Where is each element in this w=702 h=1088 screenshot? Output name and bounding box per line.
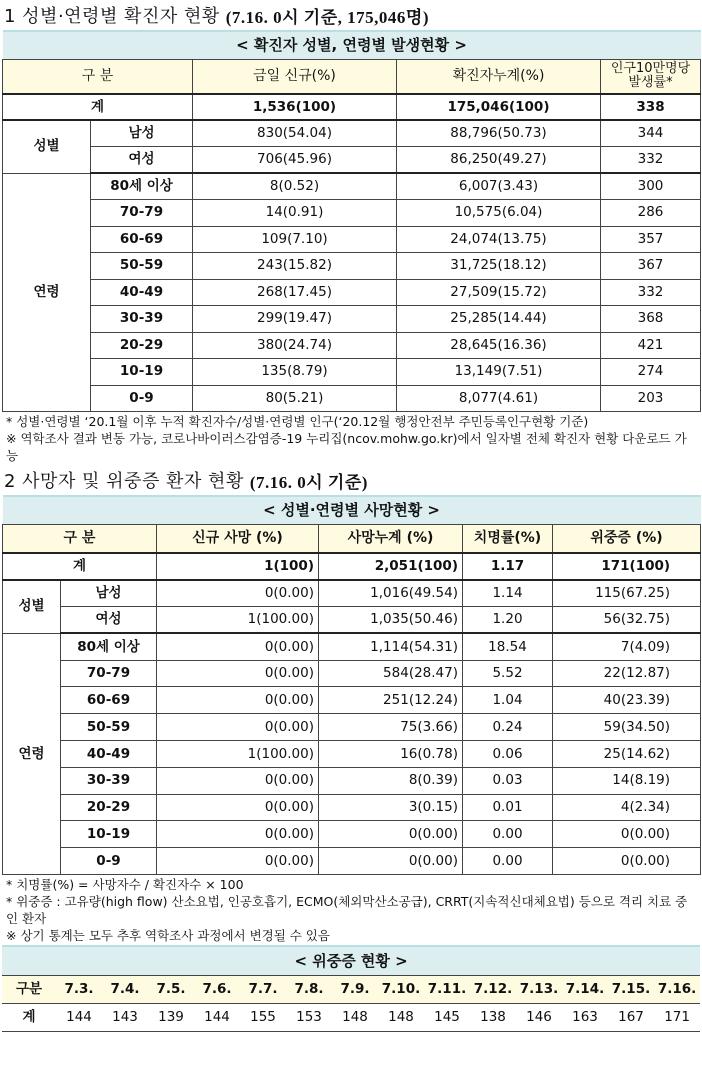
cell-value: 8(0.52): [193, 173, 397, 200]
cell-value: 0.03: [463, 767, 553, 794]
cell-value: 31,725(18.12): [397, 253, 601, 280]
cell-value: 109(7.10): [193, 226, 397, 253]
cell-value: 135(8.79): [193, 359, 397, 386]
cell-value: 28,645(16.36): [397, 332, 601, 359]
cell-value: 145: [424, 1003, 470, 1031]
cell-value: 0.00: [463, 848, 553, 875]
cell-value: 80(5.21): [193, 385, 397, 412]
cell-value: 24,074(13.75): [397, 226, 601, 253]
row-label: 여성: [91, 147, 193, 174]
section1-title: [2, 0, 700, 30]
table-row: [3, 848, 701, 875]
column-header: 치명률(%): [463, 524, 553, 553]
cell-value: 1(100.00): [157, 607, 319, 634]
cell-value: 2,051(100): [319, 553, 463, 580]
section2-title-main: 2 사망자 및 위중증 환자 현황: [4, 471, 244, 492]
cell-value: 153: [286, 1003, 332, 1031]
table-row: [3, 580, 701, 607]
cell-value: 115(67.25): [553, 580, 701, 607]
cell-value: 5.52: [463, 660, 553, 687]
cell-value: 0(0.00): [553, 848, 701, 875]
cell-value: 138: [470, 1003, 516, 1031]
cell-value: 143: [102, 1003, 148, 1031]
table-row: [3, 120, 701, 147]
cell-value: 171: [654, 1003, 700, 1031]
cell-value: 338: [601, 94, 701, 120]
cell-value: 1(100.00): [157, 741, 319, 768]
cell-value: 332: [601, 279, 701, 306]
date-header: 7.10.: [378, 975, 424, 1003]
cell-value: 380(24.74): [193, 332, 397, 359]
row-label: 0-9: [91, 385, 193, 412]
table-row: [3, 687, 701, 714]
row-label: 70-79: [61, 660, 157, 687]
cell-value: 421: [601, 332, 701, 359]
cell-value: 299(19.47): [193, 306, 397, 333]
date-header: 7.9.: [332, 975, 378, 1003]
cell-value: 1,536(100): [193, 94, 397, 120]
table-row: [3, 306, 701, 333]
row-label: 10-19: [61, 821, 157, 848]
row-label: 20-29: [91, 332, 193, 359]
cell-value: 10,575(6.04): [397, 200, 601, 227]
cell-value: 584(28.47): [319, 660, 463, 687]
cell-value: 146: [516, 1003, 562, 1031]
cell-value: 0(0.00): [157, 848, 319, 875]
row-label: 50-59: [91, 253, 193, 280]
row-label: 0-9: [61, 848, 157, 875]
cell-value: 0(0.00): [157, 714, 319, 741]
cell-value: 40(23.39): [553, 687, 701, 714]
row-label: 40-49: [61, 741, 157, 768]
cell-value: 332: [601, 147, 701, 174]
date-header: 7.3.: [56, 975, 102, 1003]
column-header: 구 분: [3, 59, 193, 94]
table-row: [3, 173, 701, 200]
table-row: [3, 821, 701, 848]
cell-value: 3(0.15): [319, 794, 463, 821]
table-band-title: < 위중증 현황 >: [2, 946, 700, 975]
cell-value: 367: [601, 253, 701, 280]
footnote: * 위중증 : 고유량(high flow) 산소요법, 인공호흡기, ECMO(체외막산소공급), CRRT(지속적신대체요법) 등으로 격리 치료 중인 환자: [6, 894, 688, 927]
cell-value: 171(100): [553, 553, 701, 580]
cell-value: 344: [601, 120, 701, 147]
section2-notes: [2, 875, 700, 945]
table-row: [3, 714, 701, 741]
cell-value: 1.04: [463, 687, 553, 714]
date-header: 7.15.: [608, 975, 654, 1003]
table-row: [3, 200, 701, 227]
table-row: [3, 359, 701, 386]
cell-value: 368: [601, 306, 701, 333]
cell-value: 139: [148, 1003, 194, 1031]
cell-value: 0.01: [463, 794, 553, 821]
cell-value: 0(0.00): [157, 633, 319, 660]
severe-trend-table: [2, 945, 700, 1032]
column-header: 구분: [2, 975, 56, 1003]
cell-value: 0(0.00): [319, 821, 463, 848]
cell-value: 0(0.00): [157, 767, 319, 794]
table-row: [3, 794, 701, 821]
date-header: 7.8.: [286, 975, 332, 1003]
column-header: 신규 사망 (%): [157, 524, 319, 553]
table-row: [3, 253, 701, 280]
cell-value: 8,077(4.61): [397, 385, 601, 412]
cell-value: 163: [562, 1003, 608, 1031]
table-row: [3, 226, 701, 253]
row-label: 20-29: [61, 794, 157, 821]
date-header: 7.12.: [470, 975, 516, 1003]
column-header: 위중증 (%): [553, 524, 701, 553]
row-label: 80세 이상: [61, 633, 157, 660]
cell-value: 0(0.00): [553, 821, 701, 848]
cell-value: 8(0.39): [319, 767, 463, 794]
cell-value: 14(8.19): [553, 767, 701, 794]
cell-value: 4(2.34): [553, 794, 701, 821]
table-band-title: < 성별·연령별 사망현황 >: [3, 496, 701, 524]
cell-value: 0.06: [463, 741, 553, 768]
cell-value: 27,509(15.72): [397, 279, 601, 306]
cell-value: 0.24: [463, 714, 553, 741]
cell-value: 148: [332, 1003, 378, 1031]
confirmed-cases-table: [2, 30, 701, 412]
group-label-age: 연령: [3, 633, 61, 874]
cell-value: 1(100): [157, 553, 319, 580]
section1-title-sub: (7.16. 0시 기준, 175,046명): [225, 7, 429, 27]
cell-value: 357: [601, 226, 701, 253]
section2-title-sub: (7.16. 0시 기준): [249, 472, 368, 492]
table-row: [3, 633, 701, 660]
table-row: [3, 332, 701, 359]
table-row: [3, 147, 701, 174]
row-label: 30-39: [91, 306, 193, 333]
cell-value: 144: [194, 1003, 240, 1031]
row-label: 남성: [91, 120, 193, 147]
table-row-total: [3, 94, 701, 120]
row-label: 80세 이상: [91, 173, 193, 200]
row-label: 여성: [61, 607, 157, 634]
cell-value: 25,285(14.44): [397, 306, 601, 333]
row-label: 70-79: [91, 200, 193, 227]
row-label: 계: [2, 1003, 56, 1031]
group-label-sex: 성별: [3, 120, 91, 173]
cell-value: 86,250(49.27): [397, 147, 601, 174]
cell-value: 0(0.00): [157, 821, 319, 848]
cell-value: 1,114(54.31): [319, 633, 463, 660]
row-label: 50-59: [61, 714, 157, 741]
deaths-table: [2, 495, 701, 875]
cell-value: 0.00: [463, 821, 553, 848]
cell-value: 251(12.24): [319, 687, 463, 714]
row-label: 60-69: [91, 226, 193, 253]
cell-value: 175,046(100): [397, 94, 601, 120]
cell-value: 203: [601, 385, 701, 412]
row-label: 40-49: [91, 279, 193, 306]
cell-value: 0(0.00): [157, 660, 319, 687]
date-header: 7.14.: [562, 975, 608, 1003]
cell-value: 0(0.00): [157, 687, 319, 714]
cell-value: 18.54: [463, 633, 553, 660]
cell-value: 155: [240, 1003, 286, 1031]
column-header: 확진자누계(%): [397, 59, 601, 94]
section1-notes: [2, 412, 700, 465]
row-label: 계: [3, 553, 157, 580]
cell-value: 268(17.45): [193, 279, 397, 306]
cell-value: 13,149(7.51): [397, 359, 601, 386]
cell-value: 56(32.75): [553, 607, 701, 634]
cell-value: 167: [608, 1003, 654, 1031]
group-label-sex: 성별: [3, 580, 61, 634]
date-header: 7.16.: [654, 975, 700, 1003]
date-header: 7.11.: [424, 975, 470, 1003]
table-row: [3, 767, 701, 794]
column-header: 금일 신규(%): [193, 59, 397, 94]
cell-value: 243(15.82): [193, 253, 397, 280]
footnote: ※ 상기 통계는 모두 추후 역학조사 과정에서 변경될 수 있음: [6, 928, 330, 944]
cell-value: 25(14.62): [553, 741, 701, 768]
cell-value: 0(0.00): [319, 848, 463, 875]
row-label: 계: [3, 94, 193, 120]
cell-value: 6,007(3.43): [397, 173, 601, 200]
footnote: * 치명률(%) = 사망자수 / 확진자수 × 100: [6, 877, 244, 893]
cell-value: 7(4.09): [553, 633, 701, 660]
footnote: ※ 역학조사 결과 변동 가능, 코로나바이러스감염증-19 누리집(ncov.mohw.go.kr)에서 일자별 전체 확진자 현황 다운로드 가능: [6, 431, 687, 463]
table-row: [3, 607, 701, 634]
table-row: [3, 660, 701, 687]
row-label: 10-19: [91, 359, 193, 386]
cell-value: 0(0.00): [157, 580, 319, 607]
cell-value: 1.20: [463, 607, 553, 634]
cell-value: 274: [601, 359, 701, 386]
cell-value: 148: [378, 1003, 424, 1031]
column-header: 인구10만명당 발생률*: [601, 59, 701, 94]
section2-title: [2, 465, 700, 495]
cell-value: 1.14: [463, 580, 553, 607]
cell-value: 144: [56, 1003, 102, 1031]
row-label: 남성: [61, 580, 157, 607]
table-row: [3, 741, 701, 768]
date-header: 7.4.: [102, 975, 148, 1003]
table-row: [3, 385, 701, 412]
date-header: 7.13.: [516, 975, 562, 1003]
group-label-age: 연령: [3, 173, 91, 412]
row-label: 60-69: [61, 687, 157, 714]
table-band-title: < 확진자 성별, 연령별 발생현황 >: [3, 31, 701, 59]
cell-value: 75(3.66): [319, 714, 463, 741]
footnote: * 성별·연령별 ‘20.1월 이후 누적 확진자수/성별·연령별 인구(‘20.12월 행정안전부 주민등록인구현황 기준): [6, 414, 589, 429]
table-row: [2, 1003, 700, 1031]
cell-value: 22(12.87): [553, 660, 701, 687]
date-header: 7.5.: [148, 975, 194, 1003]
cell-value: 830(54.04): [193, 120, 397, 147]
table-row-total: [3, 553, 701, 580]
cell-value: 1,016(49.54): [319, 580, 463, 607]
cell-value: 286: [601, 200, 701, 227]
cell-value: 59(34.50): [553, 714, 701, 741]
date-header: 7.6.: [194, 975, 240, 1003]
table-header-row: [2, 975, 700, 1003]
cell-value: 14(0.91): [193, 200, 397, 227]
column-header: 구 분: [3, 524, 157, 553]
section1-title-main: 1 성별·연령별 확진자 현황: [4, 6, 220, 27]
cell-value: 706(45.96): [193, 147, 397, 174]
column-header: 사망누계 (%): [319, 524, 463, 553]
date-header: 7.7.: [240, 975, 286, 1003]
cell-value: 300: [601, 173, 701, 200]
cell-value: 88,796(50.73): [397, 120, 601, 147]
cell-value: 16(0.78): [319, 741, 463, 768]
table-row: [3, 279, 701, 306]
row-label: 30-39: [61, 767, 157, 794]
cell-value: 0(0.00): [157, 794, 319, 821]
cell-value: 1,035(50.46): [319, 607, 463, 634]
cell-value: 1.17: [463, 553, 553, 580]
